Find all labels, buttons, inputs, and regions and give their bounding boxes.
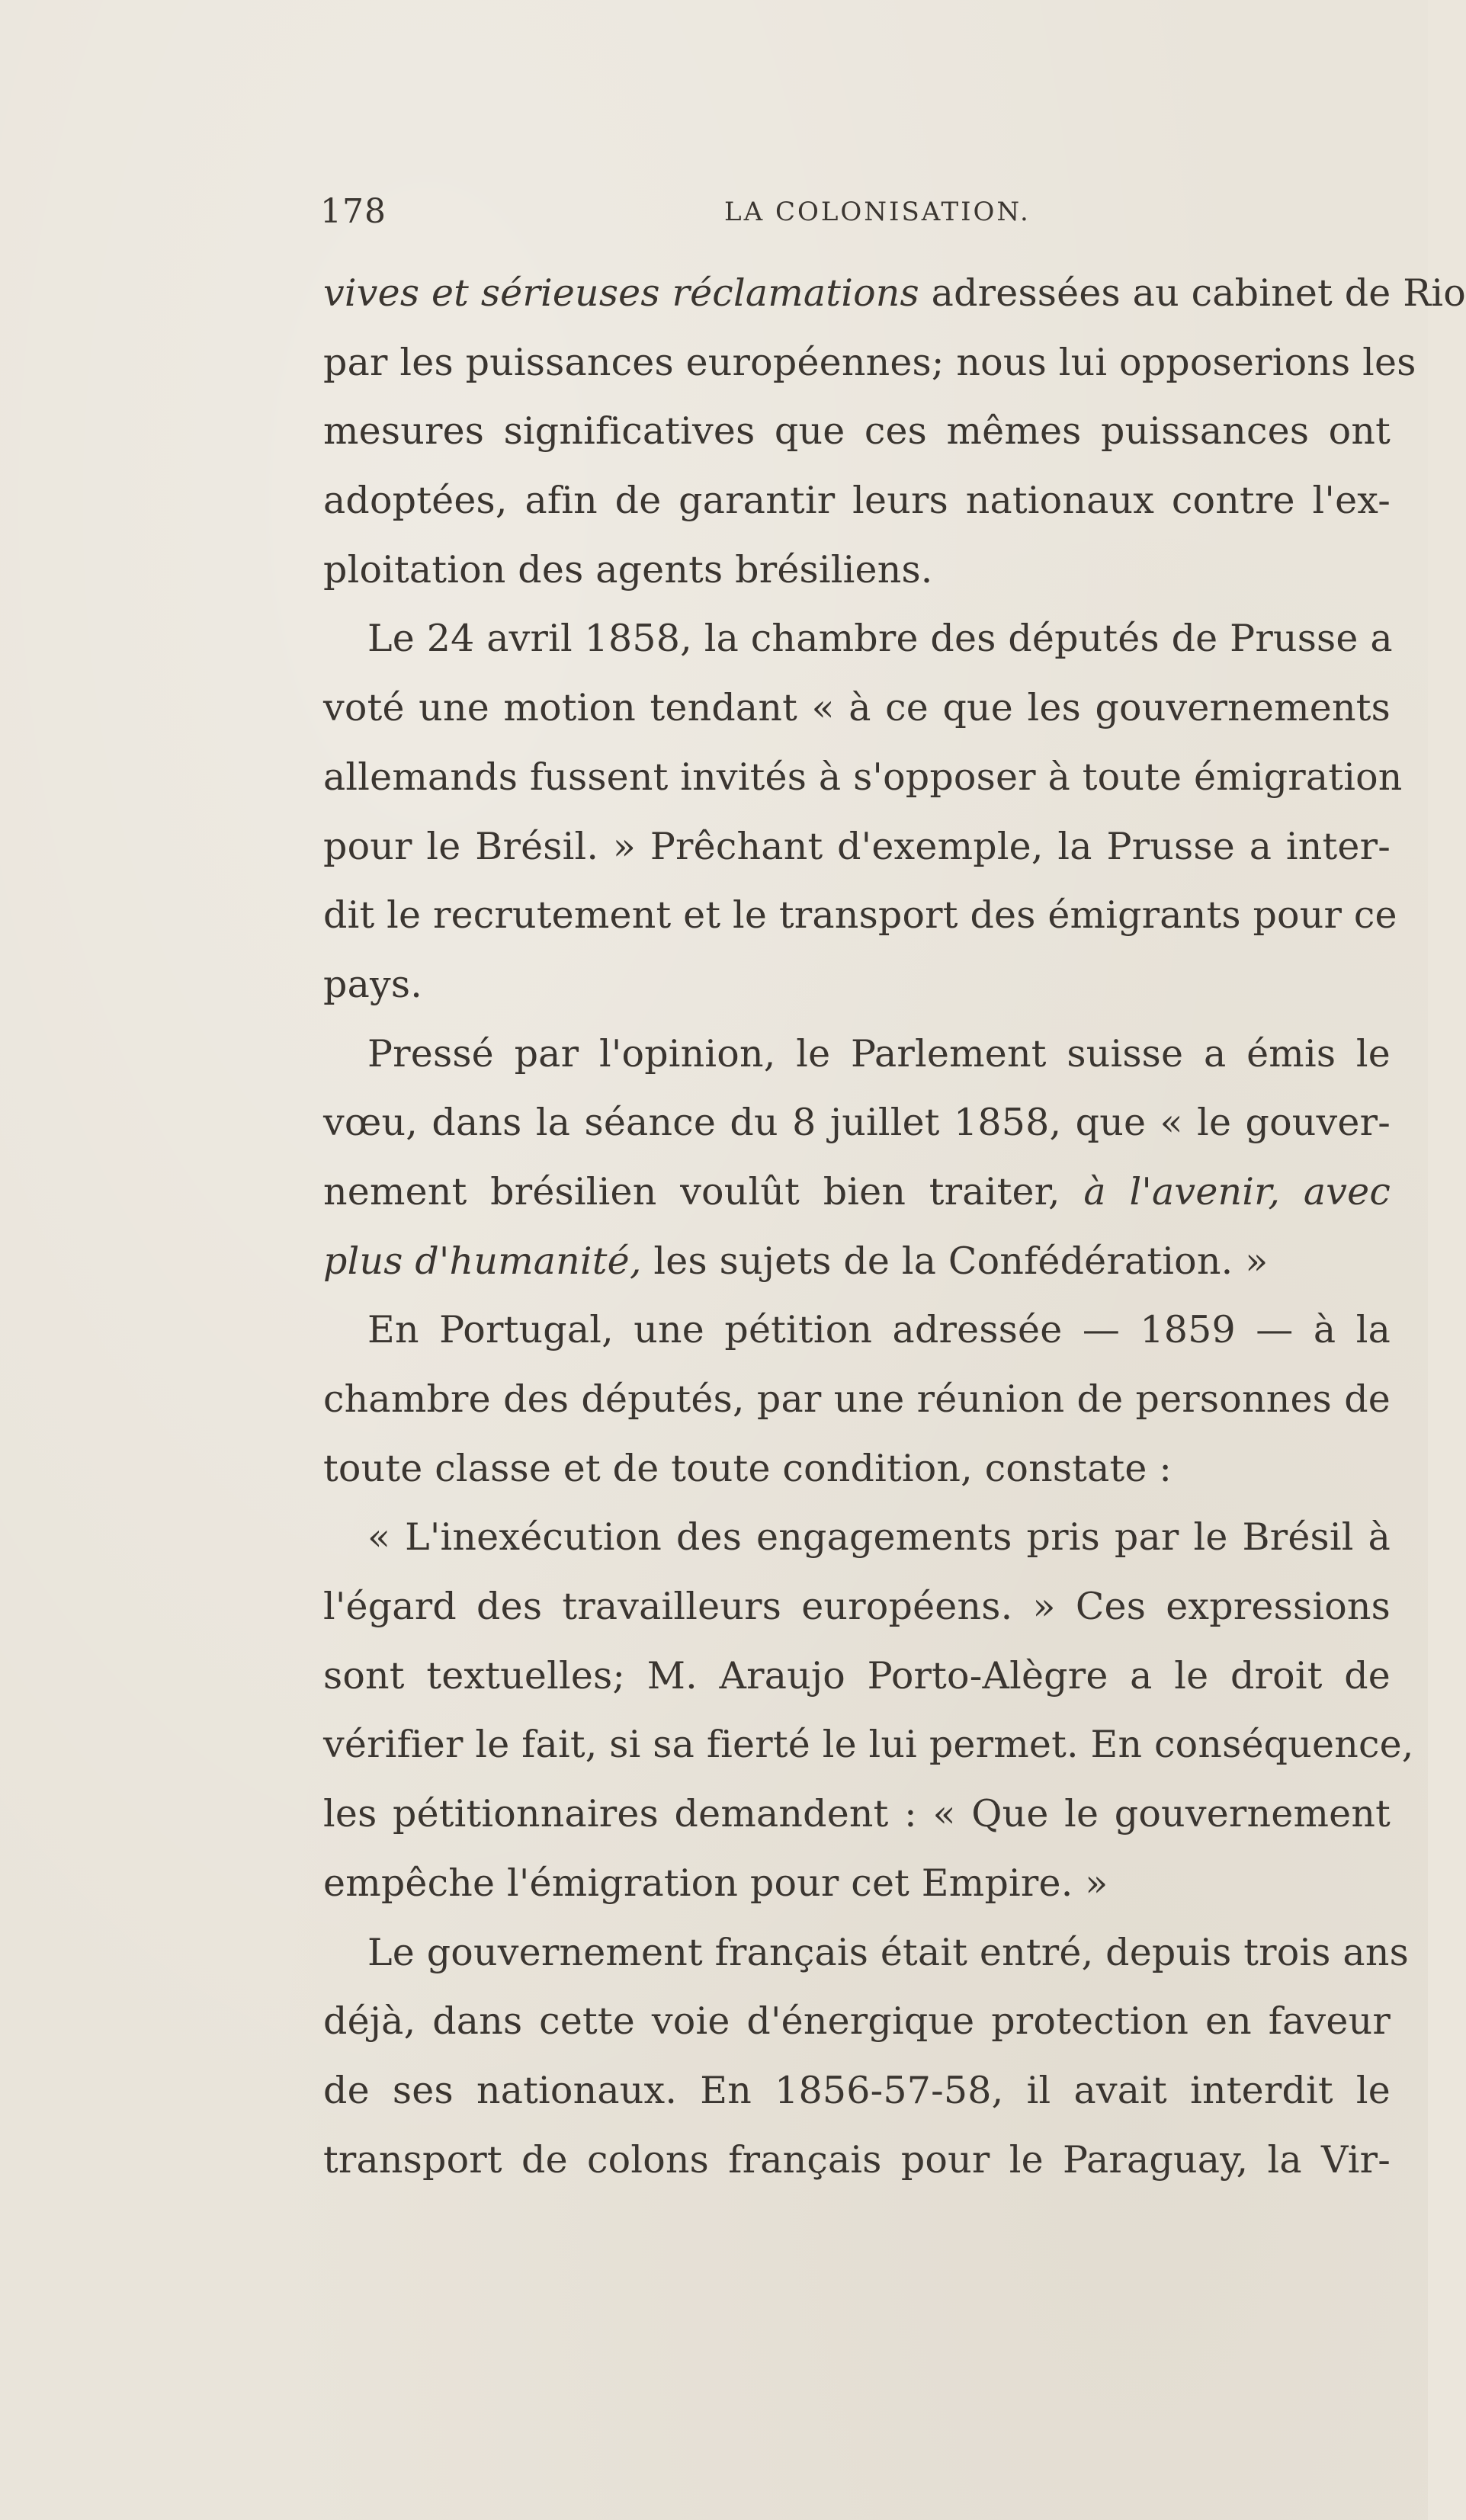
paragraph-start: « L'inexécution des engagements pris par le Brésil à bbox=[367, 1515, 1391, 1560]
paragraph-start: Pressé par l'opinion, le Parlement suisse a émis le bbox=[367, 1031, 1391, 1076]
paragraph-start: Le 24 avril 1858, la chambre des députés de Prusse a bbox=[367, 617, 1393, 661]
text-line: les pétitionnaires demandent : « Que le gouvernement bbox=[323, 1792, 1391, 1836]
text-line: déjà, dans cette voie d'énergique protection en faveur bbox=[323, 1999, 1391, 2044]
text-line: pour le Brésil. » Prêchant d'exemple, la Prusse a inter- bbox=[323, 824, 1391, 868]
text-line: vœu, dans la séance du 8 juillet 1858, que « le gouver- bbox=[323, 1101, 1391, 1145]
paragraph-start: En Portugal, une pétition adressée — 1859 — à la bbox=[367, 1308, 1391, 1352]
paragraph-start: Le gouvernement français était entré, depuis trois ans bbox=[367, 1930, 1409, 1974]
page-number: 178 bbox=[320, 192, 387, 231]
text-line: de ses nationaux. En 1856-57-58, il avait interdit le bbox=[323, 2068, 1391, 2112]
text-line: nement brésilien voulût bien traiter, à l'avenir, avec bbox=[323, 1169, 1391, 1214]
text-line: ploitation des agents brésiliens. bbox=[323, 547, 933, 592]
text-line: sont textuelles; M. Araujo Porto-Alègre a le droit de bbox=[323, 1653, 1391, 1698]
text-line: par les puissances européennes; nous lui opposerions les bbox=[323, 340, 1416, 384]
text-line: empêche l'émigration pour cet Empire. » bbox=[323, 1861, 1108, 1905]
text-line: l'égard des travailleurs européens. » Ces expressions bbox=[323, 1585, 1391, 1629]
text-line: transport de colons français pour le Paraguay, la Vir- bbox=[323, 2137, 1391, 2182]
text-line: adoptées, afin de garantir leurs nationaux contre l'ex- bbox=[323, 479, 1391, 523]
text-line: allemands fussent invités à s'opposer à toute émigration bbox=[323, 755, 1403, 799]
text-line: pays. bbox=[323, 962, 422, 1006]
text-line: mesures significatives que ces mêmes puissances ont bbox=[323, 409, 1391, 454]
body-text bbox=[323, 259, 1466, 2195]
running-head: LA COLONISATION. bbox=[724, 197, 1031, 227]
text-line: toute classe et de toute condition, constate : bbox=[323, 1446, 1172, 1490]
page-header bbox=[320, 192, 1342, 238]
text-line: vives et sérieuses réclamations adressées au cabinet de Rio bbox=[323, 271, 1466, 315]
text-line: chambre des députés, par une réunion de personnes de bbox=[323, 1377, 1391, 1421]
text-line: plus d'humanité, les sujets de la Confédération. » bbox=[323, 1239, 1269, 1283]
text-line: vérifier le fait, si sa fierté le lui permet. En conséquence, bbox=[323, 1723, 1414, 1767]
text-line: dit le recrutement et le transport des émigrants pour ce bbox=[323, 893, 1397, 938]
text-line: voté une motion tendant « à ce que les gouvernements bbox=[323, 686, 1391, 730]
